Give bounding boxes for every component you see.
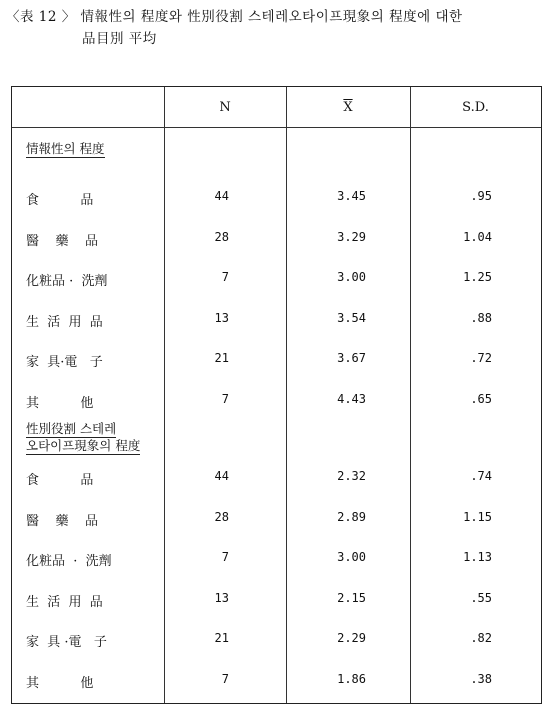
- cell-mean: 2.29: [337, 631, 366, 645]
- cell-mean: 3.00: [337, 550, 366, 564]
- cell-mean: 2.89: [337, 509, 366, 524]
- header-n: N: [219, 100, 231, 115]
- row-label: 化粧品 · 洗劑: [26, 274, 108, 289]
- cell-n: 28: [214, 229, 229, 244]
- cell-mean: 3.29: [337, 229, 366, 244]
- caption-line-2: 品目別 平均: [82, 31, 157, 47]
- cell-sd: .38: [470, 671, 492, 686]
- cell-sd: .95: [470, 189, 492, 203]
- cell-n: 7: [221, 391, 229, 406]
- table-caption: [6, 6, 550, 50]
- cell-n: 21: [214, 351, 229, 365]
- section-title-line: 오타이프現象의 程度: [26, 438, 141, 453]
- section-title: [26, 141, 105, 158]
- cell-mean: 3.54: [337, 310, 366, 325]
- row-label: 醫 藥 品: [26, 233, 99, 249]
- cell-mean: 1.86: [337, 671, 366, 686]
- row-label: 生 活 用 品: [26, 594, 103, 610]
- row-label: 其 他: [26, 675, 94, 691]
- cell-sd: 1.25: [463, 270, 492, 284]
- cell-n: 44: [214, 189, 229, 203]
- cell-sd: .82: [470, 631, 492, 645]
- section-title: [26, 421, 140, 455]
- cell-sd: 1.13: [463, 550, 492, 564]
- cell-sd: .88: [470, 310, 492, 325]
- header-sd: S.D.: [462, 100, 489, 115]
- header-mean: $\overline{X}$: [343, 100, 353, 115]
- row-label: 化粧品 · 洗劑: [26, 554, 112, 569]
- row-label: 家 具·電 子: [26, 355, 103, 370]
- cell-sd: .74: [470, 469, 492, 483]
- cell-n: 44: [214, 469, 229, 483]
- cell-mean: 3.67: [337, 351, 366, 365]
- cell-mean: 2.32: [337, 469, 366, 483]
- cell-mean: 3.00: [337, 270, 366, 284]
- data-table: [11, 86, 542, 704]
- cell-sd: 1.04: [463, 229, 492, 244]
- row-label: 食 品: [26, 473, 94, 488]
- cell-sd: 1.15: [463, 509, 492, 524]
- cell-sd: .65: [470, 391, 492, 406]
- row-label: 生 活 用 品: [26, 314, 103, 330]
- row-label: 食 品: [26, 193, 94, 208]
- cell-n: 13: [214, 590, 229, 605]
- caption-line-1: 〈表 12 〉 情報性의 程度와 性別役割 스테레오타이프現象의 程度에 대한: [6, 9, 463, 25]
- cell-sd: .55: [470, 590, 492, 605]
- cell-n: 7: [221, 550, 229, 564]
- cell-n: 21: [214, 631, 229, 645]
- row-label: 醫 藥 品: [26, 513, 99, 529]
- row-label: 家 具 ·電 子: [26, 635, 107, 650]
- cell-sd: .72: [470, 351, 492, 365]
- header-divider: [12, 127, 541, 128]
- cell-mean: 4.43: [337, 391, 366, 406]
- cell-mean: 2.15: [337, 590, 366, 605]
- section-title-line: 性別役割 스테레: [26, 421, 117, 436]
- cell-n: 7: [221, 270, 229, 284]
- cell-n: 7: [221, 671, 229, 686]
- cell-n: 13: [214, 310, 229, 325]
- section-title-line: 情報性의 程度: [26, 141, 105, 156]
- row-label: 其 他: [26, 395, 94, 411]
- cell-n: 28: [214, 509, 229, 524]
- cell-mean: 3.45: [337, 189, 366, 203]
